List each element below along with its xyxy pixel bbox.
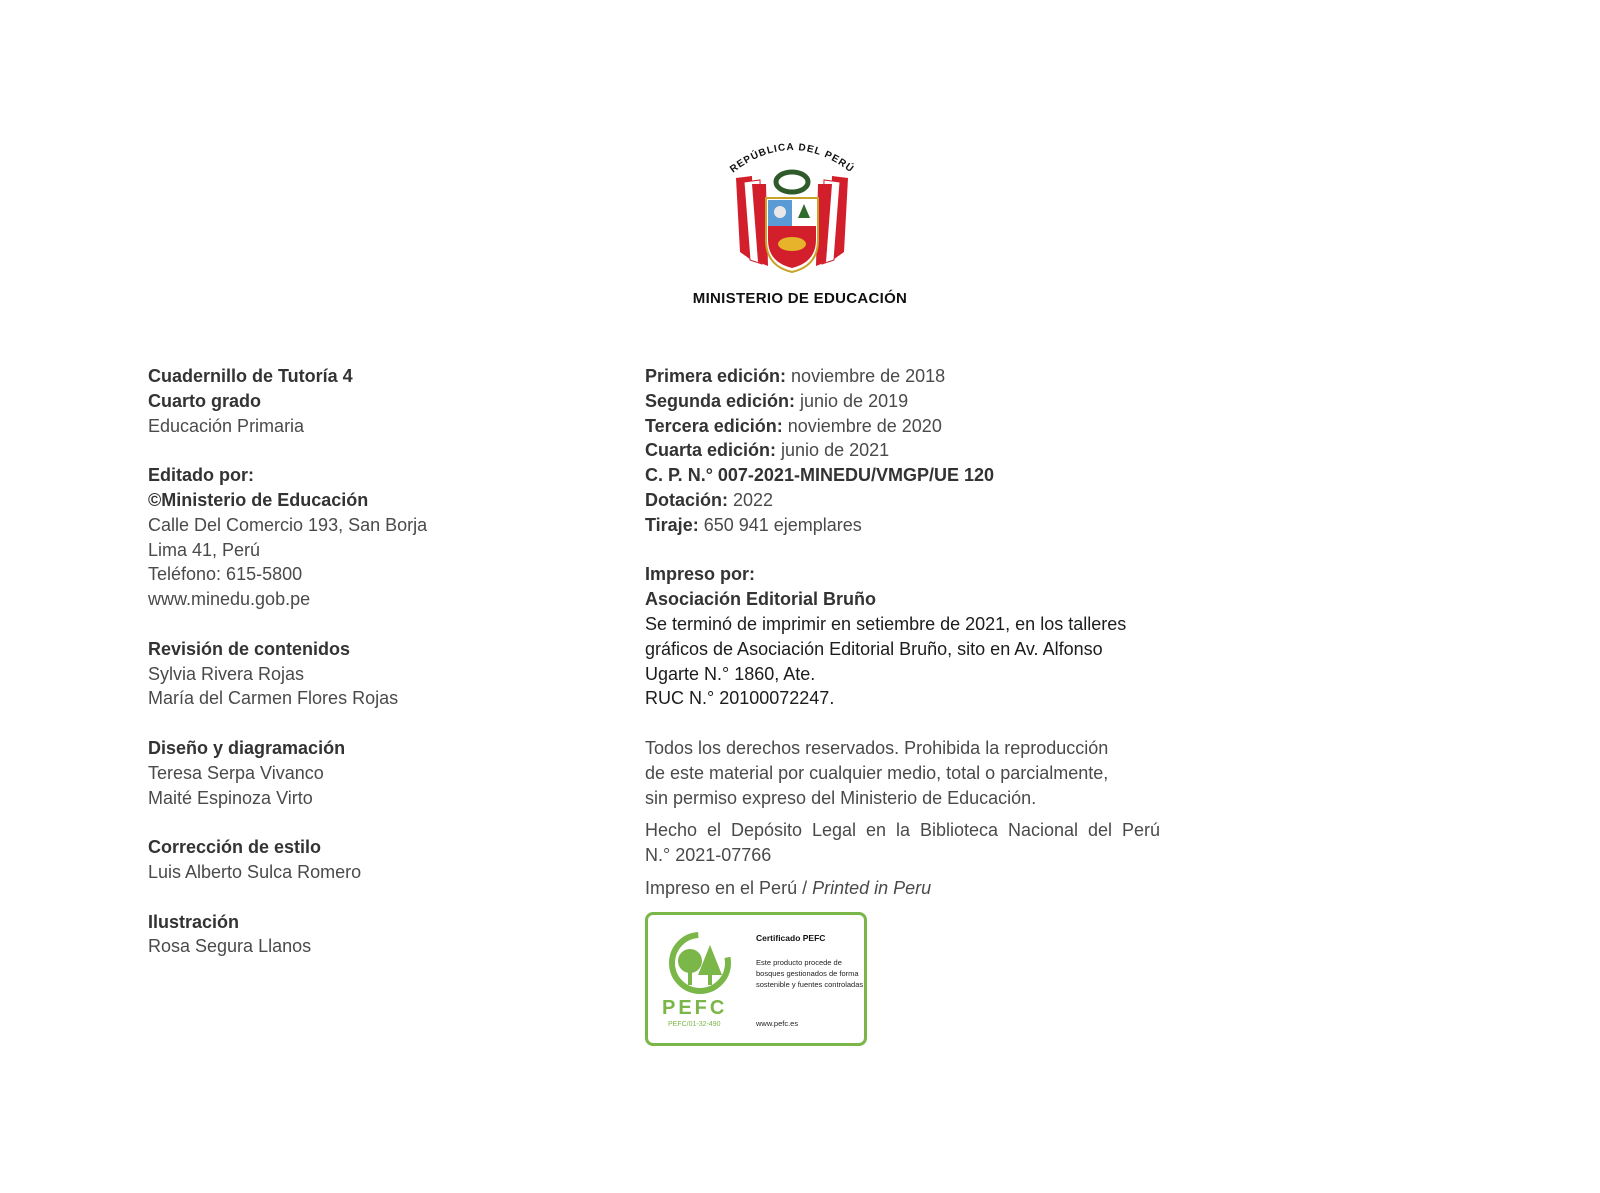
edition-label: Cuarta edición: [645, 440, 777, 461]
edition-label: Primera edición: [645, 366, 787, 386]
tiraje-value: 650 941 ejemplares [698, 514, 862, 535]
rights-text: sin permiso expreso del Ministerio de Educación. [645, 787, 1037, 808]
legal-deposit: Hecho el Depósito Legal en la Biblioteca Nacional del Perú [645, 820, 1160, 841]
book-title: Cuadernillo de Tutoría 4 [148, 366, 353, 386]
edition-value: junio de 2021 [776, 440, 890, 461]
edition-label: Segunda edición: [645, 390, 796, 411]
design-label: Diseño y diagramación [148, 737, 346, 758]
edition-1 [645, 364, 1160, 389]
rights-text: de este material por cualquier medio, total o parcialmente, [645, 762, 1109, 783]
edition-value: noviembre de 2018 [786, 366, 946, 386]
edition-2 [645, 389, 1160, 414]
tiraje-label: Tiraje: [645, 514, 699, 535]
book-grade: Cuarto grado [148, 390, 262, 411]
made-in [645, 876, 1160, 901]
print-info: Se terminó de imprimir en setiembre de 2021, en los talleres [645, 613, 1127, 634]
edition-column [645, 364, 1160, 901]
tiraje [645, 513, 1160, 538]
pefc-text: Este producto procede de bosques gestionados de forma sostenible y fuentes controladas [756, 958, 864, 989]
illustration-label: Ilustración [148, 911, 240, 932]
illustrator: Rosa Segura Llanos [148, 936, 312, 957]
edition-3 [645, 414, 1160, 439]
address-line: Calle Del Comercio 193, San Borja [148, 514, 428, 535]
made-in-es: Impreso en el Perú / [645, 877, 813, 898]
legal-deposit-number: N.° 2021-07766 [645, 845, 772, 866]
reviewer: Sylvia Rivera Rojas [148, 663, 305, 684]
print-info: RUC N.° 20100072247. [645, 688, 835, 709]
printed-label: Impreso por: [645, 564, 756, 585]
crest-caption: REPÚBLICA DEL PERÚ [728, 141, 856, 176]
dotacion-label: Dotación: [645, 489, 728, 510]
style-editor: Luis Alberto Sulca Romero [148, 861, 362, 882]
rights-text: Todos los derechos reservados. Prohibida la reproducción [645, 737, 1109, 758]
cpn: C. P. N.° 007-2021-MINEDU/VMGP/UE 120 [645, 465, 994, 486]
edition-label: Tercera edición: [645, 415, 783, 436]
reviewer: María del Carmen Flores Rojas [148, 688, 399, 709]
pefc-url: www.pefc.es [756, 1019, 799, 1028]
dotacion [645, 488, 1160, 513]
address-line: Lima 41, Perú [148, 539, 261, 560]
review-label: Revisión de contenidos [148, 638, 351, 659]
style-label: Corrección de estilo [148, 837, 322, 858]
dotacion-value: 2022 [728, 489, 774, 510]
pefc-code: PEFC/01-32-490 [668, 1021, 721, 1028]
book-level: Educación Primaria [148, 415, 305, 436]
phone: Teléfono: 615-5800 [148, 564, 303, 585]
printer-name: Asociación Editorial Bruño [645, 589, 877, 610]
website: www.minedu.gob.pe [148, 589, 311, 610]
made-in-en: Printed in Peru [812, 877, 932, 898]
peru-coat-of-arms [722, 132, 862, 282]
edition-4 [645, 438, 1160, 463]
print-info: Ugarte N.° 1860, Ate. [645, 663, 816, 684]
edition-value: noviembre de 2020 [782, 415, 942, 436]
pefc-certificate [645, 912, 867, 1046]
designer: Maité Espinoza Virto [148, 787, 313, 808]
edition-value: junio de 2019 [795, 390, 909, 411]
pefc-word: PEFC [662, 997, 728, 1019]
ministry-name: MINISTERIO DE EDUCACIÓN [692, 290, 908, 307]
edited-label: Editado por: [148, 465, 254, 486]
print-info: gráficos de Asociación Editorial Bruño, sito en Av. Alfonso [645, 638, 1103, 659]
edited-org: ©Ministerio de Educación [148, 489, 369, 510]
designer: Teresa Serpa Vivanco [148, 762, 324, 783]
pefc-title: Certificado PEFC [756, 933, 826, 943]
credits-column [148, 364, 588, 959]
